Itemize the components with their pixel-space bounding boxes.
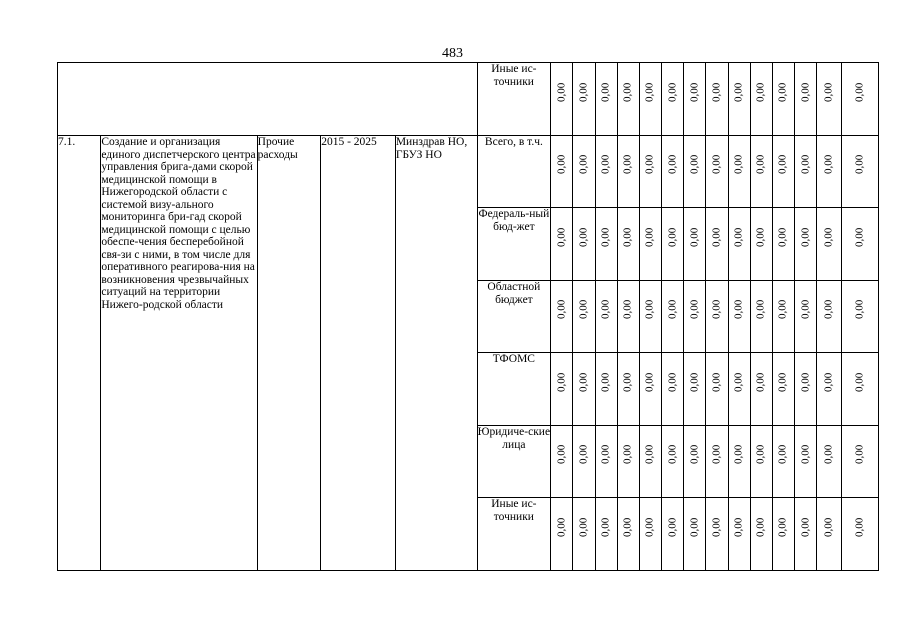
value-text: 0,00 bbox=[577, 227, 590, 247]
value-cell bbox=[639, 498, 661, 571]
value-cell bbox=[684, 208, 706, 281]
value-text: 0,00 bbox=[799, 299, 812, 319]
value-cell bbox=[573, 63, 595, 136]
value-text: 0,00 bbox=[822, 372, 835, 392]
value-text: 0,00 bbox=[666, 444, 679, 464]
value-cell bbox=[817, 208, 842, 281]
value-cell bbox=[772, 353, 794, 426]
value-cell bbox=[573, 136, 595, 208]
value-text: 0,00 bbox=[555, 444, 568, 464]
value-cell bbox=[617, 63, 639, 136]
value-cell bbox=[728, 63, 750, 136]
value-text: 0,00 bbox=[853, 154, 866, 174]
value-cell bbox=[595, 426, 617, 498]
value-cell bbox=[795, 281, 817, 353]
value-text: 0,00 bbox=[599, 444, 612, 464]
value-cell bbox=[617, 353, 639, 426]
value-cell bbox=[551, 136, 573, 208]
value-text: 0,00 bbox=[799, 227, 812, 247]
value-cell bbox=[639, 208, 661, 281]
value-text: 0,00 bbox=[666, 154, 679, 174]
value-cell bbox=[750, 498, 772, 571]
value-cell bbox=[795, 426, 817, 498]
value-text: 0,00 bbox=[621, 227, 634, 247]
item-row bbox=[58, 136, 879, 208]
value-cell bbox=[795, 136, 817, 208]
value-text: 0,00 bbox=[853, 299, 866, 319]
value-cell bbox=[684, 426, 706, 498]
value-cell bbox=[842, 426, 879, 498]
value-text: 0,00 bbox=[710, 154, 723, 174]
value-text: 0,00 bbox=[621, 444, 634, 464]
value-cell bbox=[750, 281, 772, 353]
value-text: 0,00 bbox=[643, 154, 656, 174]
value-cell bbox=[795, 63, 817, 136]
value-cell bbox=[728, 208, 750, 281]
value-text: 0,00 bbox=[822, 444, 835, 464]
value-text: 0,00 bbox=[643, 227, 656, 247]
value-cell bbox=[706, 426, 728, 498]
value-cell bbox=[662, 426, 684, 498]
source-label: ТФОМС bbox=[492, 353, 535, 365]
value-cell bbox=[817, 498, 842, 571]
value-text: 0,00 bbox=[776, 372, 789, 392]
value-text: 0,00 bbox=[599, 82, 612, 102]
value-text: 0,00 bbox=[710, 82, 723, 102]
value-text: 0,00 bbox=[732, 372, 745, 392]
value-text: 0,00 bbox=[732, 154, 745, 174]
value-text: 0,00 bbox=[732, 299, 745, 319]
value-text: 0,00 bbox=[555, 517, 568, 537]
value-text: 0,00 bbox=[853, 82, 866, 102]
value-cell bbox=[595, 136, 617, 208]
value-text: 0,00 bbox=[555, 227, 568, 247]
value-cell bbox=[662, 353, 684, 426]
value-text: 0,00 bbox=[555, 154, 568, 174]
value-text: 0,00 bbox=[754, 299, 767, 319]
value-text: 0,00 bbox=[732, 227, 745, 247]
value-text: 0,00 bbox=[643, 299, 656, 319]
value-text: 0,00 bbox=[853, 517, 866, 537]
value-cell bbox=[817, 353, 842, 426]
value-cell bbox=[639, 63, 661, 136]
value-text: 0,00 bbox=[643, 444, 656, 464]
value-text: 0,00 bbox=[799, 517, 812, 537]
value-text: 0,00 bbox=[732, 82, 745, 102]
source-label: Областной бюджет bbox=[487, 281, 541, 306]
value-text: 0,00 bbox=[710, 517, 723, 537]
value-text: 0,00 bbox=[799, 82, 812, 102]
source-cell bbox=[477, 136, 551, 208]
value-cell bbox=[684, 63, 706, 136]
value-text: 0,00 bbox=[754, 517, 767, 537]
value-cell bbox=[706, 353, 728, 426]
value-text: 0,00 bbox=[822, 299, 835, 319]
implementation-period: 2015 - 2025 bbox=[321, 136, 396, 571]
value-text: 0,00 bbox=[822, 517, 835, 537]
value-cell bbox=[684, 136, 706, 208]
value-cell bbox=[595, 281, 617, 353]
value-cell bbox=[551, 281, 573, 353]
item-description: Создание и организация единого диспетчерского центра управления брига-дами скорой медицинской помощи в Нижегородской области с системой визу-ального мониторинга бри-гад скорой медицинской помощи с целью обеспе-чения бесперебойной свя-зи с ними, в том числе для оперативного реагирова-ния на возникновения чрезвычайных ситуаций на территории Нижего-родской области bbox=[101, 136, 257, 571]
value-cell bbox=[842, 63, 879, 136]
value-text: 0,00 bbox=[853, 227, 866, 247]
value-cell bbox=[551, 498, 573, 571]
value-text: 0,00 bbox=[577, 82, 590, 102]
source-cell bbox=[477, 281, 551, 353]
value-text: 0,00 bbox=[555, 372, 568, 392]
value-text: 0,00 bbox=[666, 372, 679, 392]
value-text: 0,00 bbox=[853, 444, 866, 464]
value-text: 0,00 bbox=[776, 517, 789, 537]
value-text: 0,00 bbox=[688, 299, 701, 319]
value-cell bbox=[842, 208, 879, 281]
value-text: 0,00 bbox=[732, 444, 745, 464]
value-cell bbox=[662, 136, 684, 208]
value-cell bbox=[639, 136, 661, 208]
value-text: 0,00 bbox=[776, 82, 789, 102]
value-text: 0,00 bbox=[799, 444, 812, 464]
value-cell bbox=[772, 426, 794, 498]
page-number: 483 bbox=[442, 46, 463, 61]
value-text: 0,00 bbox=[754, 82, 767, 102]
value-text: 0,00 bbox=[621, 299, 634, 319]
source-cell bbox=[477, 63, 551, 136]
source-cell bbox=[477, 426, 551, 498]
value-text: 0,00 bbox=[688, 444, 701, 464]
value-text: 0,00 bbox=[822, 82, 835, 102]
value-cell bbox=[617, 208, 639, 281]
value-cell bbox=[750, 136, 772, 208]
value-text: 0,00 bbox=[776, 227, 789, 247]
value-cell bbox=[595, 63, 617, 136]
value-cell bbox=[706, 63, 728, 136]
value-text: 0,00 bbox=[577, 299, 590, 319]
value-cell bbox=[573, 208, 595, 281]
value-cell bbox=[639, 281, 661, 353]
value-cell bbox=[573, 426, 595, 498]
value-cell bbox=[728, 281, 750, 353]
value-text: 0,00 bbox=[666, 227, 679, 247]
value-cell bbox=[684, 281, 706, 353]
value-text: 0,00 bbox=[688, 517, 701, 537]
value-text: 0,00 bbox=[643, 82, 656, 102]
value-cell bbox=[662, 281, 684, 353]
value-cell bbox=[551, 353, 573, 426]
value-cell bbox=[639, 353, 661, 426]
value-cell bbox=[795, 498, 817, 571]
source-label: Иные ис-точники bbox=[491, 498, 537, 523]
value-cell bbox=[662, 63, 684, 136]
value-text: 0,00 bbox=[555, 299, 568, 319]
source-label: Всего, в т.ч. bbox=[484, 136, 543, 148]
value-cell bbox=[728, 426, 750, 498]
value-cell bbox=[728, 353, 750, 426]
value-cell bbox=[617, 281, 639, 353]
value-text: 0,00 bbox=[666, 299, 679, 319]
program-budget-table bbox=[57, 62, 879, 571]
value-text: 0,00 bbox=[599, 517, 612, 537]
value-cell bbox=[662, 208, 684, 281]
value-cell bbox=[772, 281, 794, 353]
value-cell bbox=[728, 498, 750, 571]
value-cell bbox=[842, 353, 879, 426]
value-cell bbox=[795, 208, 817, 281]
value-text: 0,00 bbox=[577, 154, 590, 174]
value-text: 0,00 bbox=[822, 154, 835, 174]
value-text: 0,00 bbox=[688, 82, 701, 102]
value-cell bbox=[750, 63, 772, 136]
value-text: 0,00 bbox=[754, 372, 767, 392]
value-cell bbox=[817, 136, 842, 208]
value-cell bbox=[706, 498, 728, 571]
value-text: 0,00 bbox=[577, 372, 590, 392]
value-text: 0,00 bbox=[643, 517, 656, 537]
value-text: 0,00 bbox=[599, 372, 612, 392]
value-cell bbox=[706, 136, 728, 208]
value-cell bbox=[617, 426, 639, 498]
value-cell bbox=[772, 63, 794, 136]
source-cell bbox=[477, 208, 551, 281]
value-text: 0,00 bbox=[666, 82, 679, 102]
value-cell bbox=[573, 498, 595, 571]
value-cell bbox=[573, 353, 595, 426]
value-text: 0,00 bbox=[577, 517, 590, 537]
value-text: 0,00 bbox=[643, 372, 656, 392]
value-text: 0,00 bbox=[754, 154, 767, 174]
value-text: 0,00 bbox=[688, 227, 701, 247]
source-label: Иные ис- точники bbox=[491, 63, 537, 88]
value-cell bbox=[551, 426, 573, 498]
value-text: 0,00 bbox=[799, 154, 812, 174]
source-label: Федераль-ный бюд-жет bbox=[478, 208, 550, 233]
value-cell bbox=[817, 63, 842, 136]
value-cell bbox=[706, 281, 728, 353]
value-text: 0,00 bbox=[776, 444, 789, 464]
value-cell bbox=[817, 426, 842, 498]
value-text: 0,00 bbox=[776, 299, 789, 319]
value-cell bbox=[595, 353, 617, 426]
value-cell bbox=[595, 208, 617, 281]
value-text: 0,00 bbox=[599, 227, 612, 247]
value-text: 0,00 bbox=[754, 227, 767, 247]
value-cell bbox=[573, 281, 595, 353]
value-text: 0,00 bbox=[710, 444, 723, 464]
value-text: 0,00 bbox=[822, 227, 835, 247]
value-cell bbox=[617, 498, 639, 571]
value-cell bbox=[750, 426, 772, 498]
item-number: 7.1. bbox=[58, 136, 101, 571]
value-text: 0,00 bbox=[799, 372, 812, 392]
value-cell bbox=[750, 353, 772, 426]
value-cell bbox=[728, 136, 750, 208]
value-cell bbox=[772, 498, 794, 571]
value-text: 0,00 bbox=[555, 82, 568, 102]
value-text: 0,00 bbox=[621, 154, 634, 174]
value-text: 0,00 bbox=[599, 299, 612, 319]
executor: Минздрав НО, ГБУЗ НО bbox=[395, 136, 477, 571]
value-text: 0,00 bbox=[732, 517, 745, 537]
value-cell bbox=[551, 208, 573, 281]
value-cell bbox=[750, 208, 772, 281]
value-cell bbox=[595, 498, 617, 571]
value-text: 0,00 bbox=[710, 299, 723, 319]
value-cell bbox=[772, 208, 794, 281]
value-cell bbox=[842, 498, 879, 571]
source-label: Юридиче-ские лица bbox=[477, 426, 551, 451]
value-cell bbox=[684, 498, 706, 571]
value-text: 0,00 bbox=[599, 154, 612, 174]
value-cell bbox=[842, 281, 879, 353]
value-text: 0,00 bbox=[754, 444, 767, 464]
value-text: 0,00 bbox=[853, 372, 866, 392]
value-cell bbox=[684, 353, 706, 426]
value-cell bbox=[842, 136, 879, 208]
value-cell bbox=[662, 498, 684, 571]
value-text: 0,00 bbox=[666, 517, 679, 537]
value-cell bbox=[795, 353, 817, 426]
source-cell bbox=[477, 353, 551, 426]
expense-type: Прочие расходы bbox=[257, 136, 321, 571]
value-text: 0,00 bbox=[710, 372, 723, 392]
value-cell bbox=[639, 426, 661, 498]
value-cell bbox=[817, 281, 842, 353]
value-cell bbox=[617, 136, 639, 208]
source-cell bbox=[477, 498, 551, 571]
continuation-row bbox=[58, 63, 879, 136]
value-text: 0,00 bbox=[621, 517, 634, 537]
value-cell bbox=[551, 63, 573, 136]
value-text: 0,00 bbox=[621, 372, 634, 392]
value-text: 0,00 bbox=[577, 444, 590, 464]
value-text: 0,00 bbox=[688, 372, 701, 392]
value-text: 0,00 bbox=[621, 82, 634, 102]
value-cell bbox=[772, 136, 794, 208]
value-text: 0,00 bbox=[710, 227, 723, 247]
value-text: 0,00 bbox=[688, 154, 701, 174]
value-cell bbox=[706, 208, 728, 281]
value-text: 0,00 bbox=[776, 154, 789, 174]
continuation-blank-cell bbox=[58, 63, 478, 136]
